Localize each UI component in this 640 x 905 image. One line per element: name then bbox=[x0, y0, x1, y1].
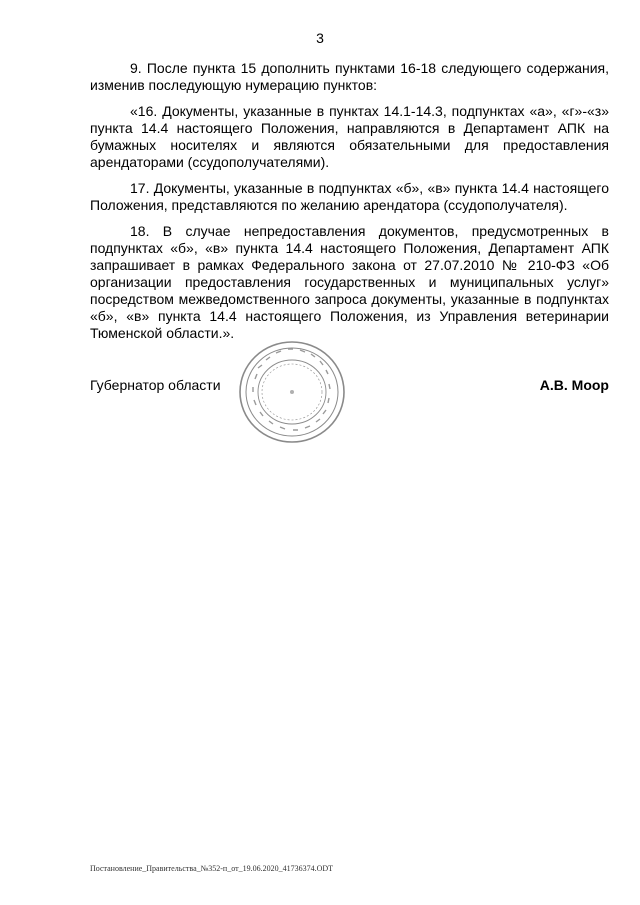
paragraph-18: 18. В случае непредоставления документов, предусмотренных в подпунктах «б», «в» пункта 14.4 настоящего Положения, Департамент АПК запрашивает в рамках Федерального закона от 27.07.2010 № 210-ФЗ «Об организации предоставления государственных и муниципальных услуг» посредством межведомственного запроса документы, указанные в подпунктах «б», «в» пункта 14.4 настоящего Положения, из Управления ветеринарии Тюменской области.». bbox=[90, 223, 609, 341]
document-body bbox=[90, 60, 609, 351]
document-footer: Постановление_Правительства_№352-п_от_19.06.2020_41736374.ODT bbox=[90, 864, 334, 873]
paragraph-16: «16. Документы, указанные в пунктах 14.1-14.3, подпунктах «а», «г»-«з» пункта 14.4 настоящего Положения, направляются в Департамент АПК на бумажных носителях и являются обязательными для предоставления арендаторами (ссудополучателями). bbox=[90, 103, 609, 170]
signatory-title: Губернатор области bbox=[90, 377, 221, 393]
paragraph-9: 9. После пункта 15 дополнить пунктами 16-18 следующего содержания, изменив последующую нумерацию пунктов: bbox=[90, 60, 609, 93]
signatory-name: А.В. Моор bbox=[539, 377, 609, 393]
paragraph-17: 17. Документы, указанные в подпунктах «б», «в» пункта 14.4 настоящего Положения, представляются по желанию арендатора (ссудополучателя). bbox=[90, 180, 609, 213]
signature-block bbox=[90, 377, 609, 397]
page-number: 3 bbox=[316, 30, 324, 46]
